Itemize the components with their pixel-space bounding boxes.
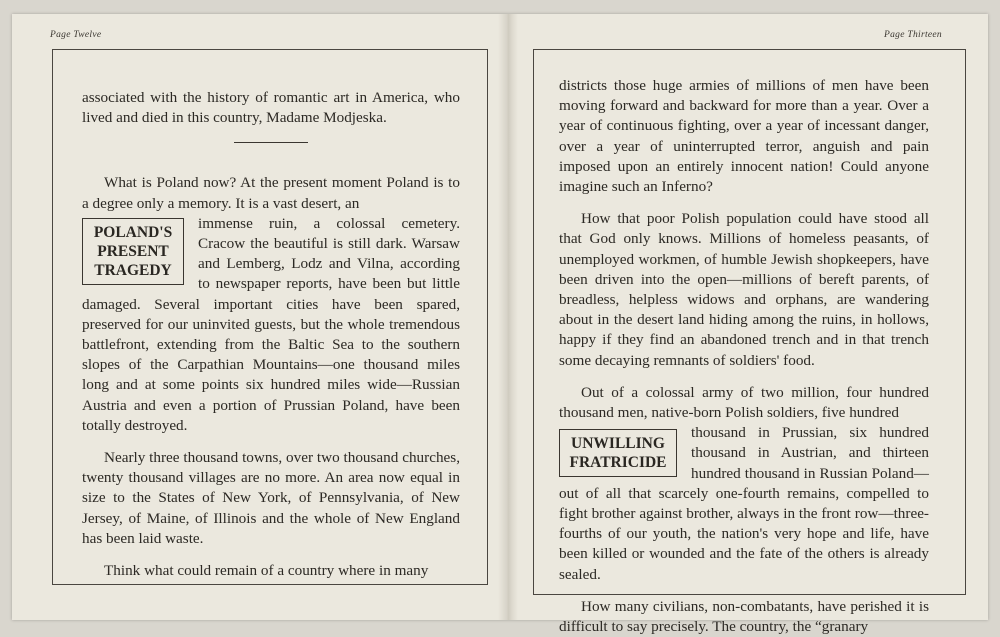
book-spread xyxy=(12,14,988,636)
sidebar-line: TRAGEDY xyxy=(94,261,172,279)
sidebar-line: PRESENT xyxy=(97,242,169,260)
right-paragraph-4: How many civilians, non-combatants, have perished it is difficult to say precisely. The country, the “granary xyxy=(559,597,929,636)
right-page-number: Page Thirteen xyxy=(884,30,942,40)
sidebar-line: FRATRICIDE xyxy=(569,454,667,472)
right-paragraph-1: districts those huge armies of millions of men have been moving forward and backward for more than a year. Over a year of continuous fighting, over a year of incessant danger, over a year of uninterrupted terror, anguish and pain imposed upon an entirely innocent nation! Could anyone imagine such an Inferno? xyxy=(559,77,929,196)
left-page-text xyxy=(82,88,460,581)
sidebar-line: UNWILLING xyxy=(571,435,665,453)
left-page-number: Page Twelve xyxy=(50,30,102,40)
right-paragraph-3-lead: Out of a colossal army of two million, four hundred thousand men, native-born Polish soldiers, five hundred xyxy=(559,383,929,422)
book-gutter xyxy=(498,14,518,620)
poland-present-tragedy-sidebar xyxy=(82,218,184,285)
left-paragraph-2-lead: What is Poland now? At the present moment Poland is to a degree only a memory. It is a vast desert, an xyxy=(82,174,460,212)
section-divider xyxy=(234,142,308,143)
left-paragraph-4: Think what could remain of a country where in many xyxy=(104,562,429,580)
right-paragraph-3-rest: thousand in Prussian, six hundred thousand in Austrian, and thirteen hundred thousand in Russian Poland—out of all that scarcely one-fourth remains, compelled to fight brother against brother, always in the front row—three-fourths of our youth, the nation's very hope and life, have been killed or wounded and the fate of the others is already sealed. xyxy=(559,424,929,583)
left-paragraph-1: associated with the history of romantic art in America, who lived and died in this country, Madame Modjeska. xyxy=(82,89,460,127)
right-paragraph-2: How that poor Polish population could have stood all that God only knows. Millions of homeless peasants, of unemployed workmen, of humble Jewish shopkeepers, have been driven into the open—millions of bereft parents, of breadless, helpless widows and orphans, are wandering about in the desert land hiding among the ruins, in hollows, happy if they find an abandoned trench and in that trench some decaying remnants of soldiers' food. xyxy=(559,210,929,369)
right-page-text xyxy=(559,76,929,637)
left-paragraph-3: Nearly three thousand towns, over two thousand churches, twenty thousand villages are no more. An area now equal in size to the States of New York, of Pennsylvania, of New Jersey, of Maine, of Illinois and the whole of New England has been laid waste. xyxy=(82,449,460,547)
left-paragraph-2-rest: immense ruin, a colossal cemetery. Cracow the beautiful is still dark. Warsaw and Lemberg, Lodz and Vilna, according to newspaper reports, have been but little damaged. Several important cities have been spared, preserved for our uninvited guests, but the whole tremendous battlefront, extending from the Baltic Sea to the southern slopes of the Carpathian Mountains—one thousand miles long and at some points six hundred miles wide—Russian Austria and even a portion of Prussian Poland, have been totally destroyed. xyxy=(82,214,460,434)
unwilling-fratricide-sidebar xyxy=(559,429,677,477)
sidebar-line: POLAND'S xyxy=(93,223,173,241)
